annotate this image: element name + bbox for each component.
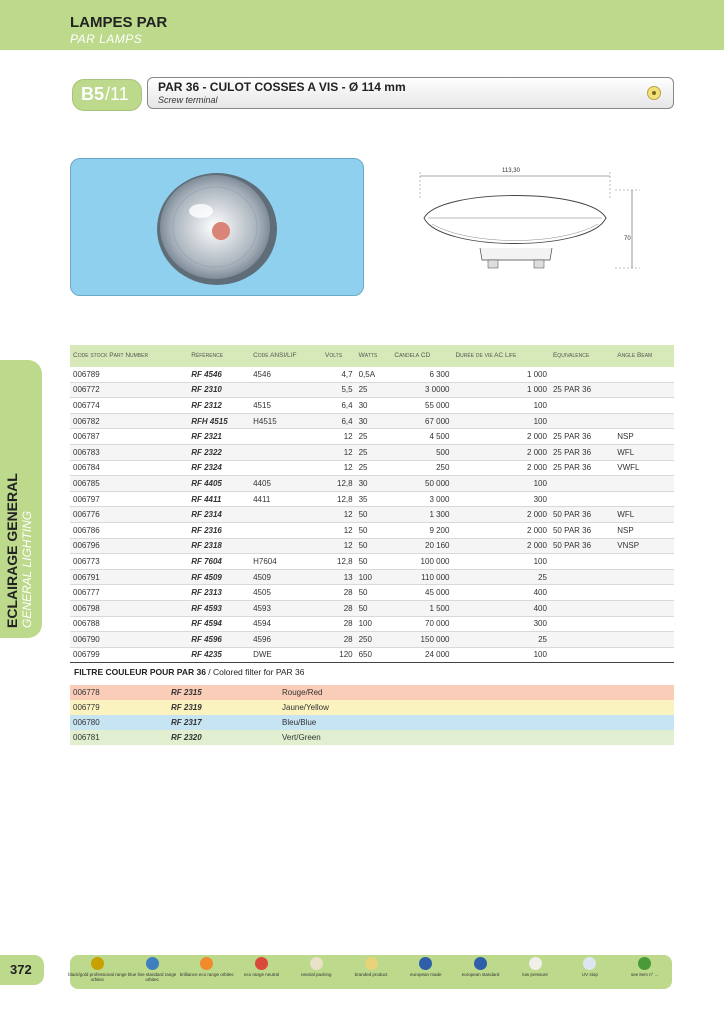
col-beam-angle-cell xyxy=(614,398,674,414)
col-ansi-code-cell xyxy=(250,522,322,538)
filter-row xyxy=(70,700,674,715)
legend-bar xyxy=(70,955,672,989)
col-equivalence-cell: 50 PAR 36 xyxy=(550,522,614,538)
col-watts-cell: 35 xyxy=(356,491,392,507)
col-ansi-code-cell: DWE xyxy=(250,647,322,663)
see-item-icon xyxy=(638,957,651,970)
filter-color-cell: Vert/Green xyxy=(282,733,321,742)
col-candela-cell: 9 200 xyxy=(391,522,452,538)
col-part-number-cell: 006777 xyxy=(70,585,188,601)
col-volts-cell: 120 xyxy=(322,647,356,663)
col-part-number-cell: 006785 xyxy=(70,476,188,492)
col-beam-angle-cell: NSP xyxy=(614,429,674,445)
table-row xyxy=(70,413,674,429)
filter-table xyxy=(70,685,674,745)
col-ansi-code-cell xyxy=(250,538,322,554)
col-equivalence-cell xyxy=(550,585,614,601)
col-equivalence-header: Equivalence xyxy=(550,345,614,367)
col-candela-cell: 110 000 xyxy=(391,569,452,585)
col-part-number-cell: 006782 xyxy=(70,413,188,429)
table-row xyxy=(70,476,674,492)
table-row xyxy=(70,429,674,445)
col-beam-angle-cell xyxy=(614,647,674,663)
col-volts-cell: 4,7 xyxy=(322,367,356,382)
col-beam-angle-cell xyxy=(614,367,674,382)
col-beam-angle-cell: WFL xyxy=(614,507,674,523)
european-made-icon xyxy=(419,957,432,970)
col-watts-cell: 50 xyxy=(356,522,392,538)
height-dimension-label: 70 xyxy=(624,236,631,242)
product-subtitle: Screw terminal xyxy=(158,95,218,105)
legend-item xyxy=(560,957,620,977)
col-beam-angle-cell xyxy=(614,585,674,601)
col-volts-cell: 6,4 xyxy=(322,413,356,429)
legend-label: european made xyxy=(409,972,442,977)
col-ansi-code-cell: 4593 xyxy=(250,600,322,616)
col-watts-cell: 25 xyxy=(356,429,392,445)
col-volts-cell: 12,8 xyxy=(322,476,356,492)
page-number-tab xyxy=(0,955,44,985)
col-volts-cell: 28 xyxy=(322,585,356,601)
col-reference-cell: RF 7604 xyxy=(188,554,250,570)
col-volts-cell: 12,8 xyxy=(322,554,356,570)
col-beam-angle-cell xyxy=(614,382,674,398)
col-watts-cell: 50 xyxy=(356,554,392,570)
col-watts-cell: 50 xyxy=(356,585,392,601)
filter-heading-title: FILTRE COULEUR POUR PAR 36 xyxy=(74,667,206,677)
col-ansi-code-cell: 4594 xyxy=(250,616,322,632)
table-row xyxy=(70,367,674,382)
col-volts-cell: 12,8 xyxy=(322,491,356,507)
col-watts-cell: 100 xyxy=(356,569,392,585)
col-life-cell: 400 xyxy=(452,600,550,616)
col-equivalence-cell xyxy=(550,569,614,585)
legend-label: see item n° ... xyxy=(630,972,659,977)
legend-item xyxy=(396,957,456,977)
col-part-number-cell: 006783 xyxy=(70,444,188,460)
col-equivalence-cell xyxy=(550,398,614,414)
col-reference-cell: RF 4546 xyxy=(188,367,250,382)
col-part-number-cell: 006784 xyxy=(70,460,188,476)
page-number: 372 xyxy=(10,962,32,977)
legend-item xyxy=(67,957,127,982)
table-row xyxy=(70,647,674,663)
col-equivalence-cell xyxy=(550,413,614,429)
col-equivalence-cell xyxy=(550,491,614,507)
legend-label: UV stop xyxy=(581,972,598,977)
col-candela-cell: 6 300 xyxy=(391,367,452,382)
col-part-number-cell: 006788 xyxy=(70,616,188,632)
col-beam-angle-cell: VNSP xyxy=(614,538,674,554)
col-candela-cell: 1 300 xyxy=(391,507,452,523)
legend-item xyxy=(341,957,401,977)
col-reference-cell: RF 2316 xyxy=(188,522,250,538)
col-beam-angle-cell xyxy=(614,554,674,570)
product-code-main: B5 xyxy=(81,84,105,104)
col-beam-angle-cell: NSP xyxy=(614,522,674,538)
legend-label: low pressure xyxy=(522,972,548,977)
col-volts-cell: 13 xyxy=(322,569,356,585)
col-equivalence-cell: 25 PAR 36 xyxy=(550,382,614,398)
filter-ref-cell: RF 2315 xyxy=(171,688,202,697)
col-part-number-cell: 006774 xyxy=(70,398,188,414)
filter-row xyxy=(70,730,674,745)
col-candela-cell: 45 000 xyxy=(391,585,452,601)
col-candela-cell: 250 xyxy=(391,460,452,476)
section-subtitle: GENERAL LIGHTING xyxy=(20,510,34,628)
col-watts-cell: 25 xyxy=(356,382,392,398)
legend-item xyxy=(505,957,565,977)
col-volts-cell: 6,4 xyxy=(322,398,356,414)
col-ansi-code-cell: 4405 xyxy=(250,476,322,492)
legend-item xyxy=(177,957,237,977)
col-volts-cell: 12 xyxy=(322,522,356,538)
col-candela-cell: 1 500 xyxy=(391,600,452,616)
col-beam-angle-cell: WFL xyxy=(614,444,674,460)
col-equivalence-cell xyxy=(550,600,614,616)
col-ansi-code-cell: 4515 xyxy=(250,398,322,414)
col-candela-cell: 67 000 xyxy=(391,413,452,429)
legend-item xyxy=(286,957,346,977)
filter-ref-cell: RF 2319 xyxy=(171,703,202,712)
col-ansi-code-cell xyxy=(250,444,322,460)
col-equivalence-cell xyxy=(550,476,614,492)
product-photo xyxy=(70,158,364,296)
col-candela-header: Candela CD xyxy=(391,345,452,367)
legend-item xyxy=(615,957,675,977)
lamp-symbol-icon xyxy=(647,86,661,100)
col-reference-cell: RF 2318 xyxy=(188,538,250,554)
col-watts-cell: 100 xyxy=(356,616,392,632)
col-part-number-cell: 006787 xyxy=(70,429,188,445)
branded-product-icon xyxy=(365,957,378,970)
eco-range-icon xyxy=(255,957,268,970)
col-equivalence-cell xyxy=(550,632,614,648)
col-life-cell: 2 000 xyxy=(452,538,550,554)
col-part-number-cell: 006791 xyxy=(70,569,188,585)
legend-label: blue line standard range orbitec xyxy=(127,972,177,982)
col-life-cell: 100 xyxy=(452,554,550,570)
col-life-cell: 100 xyxy=(452,647,550,663)
product-code-badge xyxy=(72,79,142,111)
legend-label: european standard xyxy=(461,972,500,977)
table-header-row xyxy=(70,345,674,367)
col-part-number-cell: 006773 xyxy=(70,554,188,570)
col-beam-angle-cell xyxy=(614,413,674,429)
table-row xyxy=(70,585,674,601)
table-row xyxy=(70,444,674,460)
filter-color-cell: Rouge/Red xyxy=(282,688,323,697)
col-equivalence-cell xyxy=(550,554,614,570)
section-side-tab xyxy=(0,360,42,638)
col-volts-cell: 28 xyxy=(322,616,356,632)
col-reference-cell: RF 4411 xyxy=(188,491,250,507)
col-part-number-cell: 006789 xyxy=(70,367,188,382)
col-volts-cell: 12 xyxy=(322,444,356,460)
col-part-number-cell: 006790 xyxy=(70,632,188,648)
col-volts-cell: 12 xyxy=(322,429,356,445)
col-equivalence-cell: 25 PAR 36 xyxy=(550,429,614,445)
filter-color-cell: Jaune/Yellow xyxy=(282,703,329,712)
table-row xyxy=(70,554,674,570)
filter-code-cell: 006780 xyxy=(73,718,100,727)
black-gold-icon xyxy=(91,957,104,970)
col-ansi-code-header: Code ANSI/LIF xyxy=(250,345,322,367)
legend-label: neutral packing xyxy=(301,972,332,977)
col-watts-cell: 30 xyxy=(356,413,392,429)
table-row xyxy=(70,460,674,476)
col-watts-cell: 50 xyxy=(356,507,392,523)
col-life-header: Durée de vie AC Life xyxy=(452,345,550,367)
col-ansi-code-cell: 4505 xyxy=(250,585,322,601)
col-equivalence-cell: 50 PAR 36 xyxy=(550,538,614,554)
blue-line-icon xyxy=(146,957,159,970)
filter-heading-subtitle: / Colored filter for PAR 36 xyxy=(208,667,305,677)
filter-row xyxy=(70,715,674,730)
col-reference-cell: RF 4235 xyxy=(188,647,250,663)
col-watts-cell: 250 xyxy=(356,632,392,648)
col-reference-cell: RF 2312 xyxy=(188,398,250,414)
col-candela-cell: 4 500 xyxy=(391,429,452,445)
col-equivalence-cell xyxy=(550,367,614,382)
table-row xyxy=(70,522,674,538)
col-ansi-code-cell xyxy=(250,382,322,398)
col-equivalence-cell: 25 PAR 36 xyxy=(550,460,614,476)
col-life-cell: 100 xyxy=(452,476,550,492)
col-watts-cell: 50 xyxy=(356,600,392,616)
col-beam-angle-cell xyxy=(614,632,674,648)
legend-label: black/gold professional range orbitec xyxy=(68,972,127,982)
col-reference-cell: RF 4405 xyxy=(188,476,250,492)
col-life-cell: 100 xyxy=(452,398,550,414)
col-life-cell: 2 000 xyxy=(452,460,550,476)
filter-code-cell: 006779 xyxy=(73,703,100,712)
col-equivalence-cell: 25 PAR 36 xyxy=(550,444,614,460)
legend-label: brilliance eco range orbitec xyxy=(179,972,234,977)
col-beam-angle-cell xyxy=(614,569,674,585)
col-beam-angle-header: Angle Beam xyxy=(614,345,674,367)
col-equivalence-cell xyxy=(550,616,614,632)
col-candela-cell: 150 000 xyxy=(391,632,452,648)
col-reference-cell: RF 4509 xyxy=(188,569,250,585)
european-standard-icon xyxy=(474,957,487,970)
col-part-number-cell: 006772 xyxy=(70,382,188,398)
col-volts-header: Volts xyxy=(322,345,356,367)
col-reference-cell: RF 4594 xyxy=(188,616,250,632)
col-life-cell: 300 xyxy=(452,491,550,507)
col-reference-cell: RF 4593 xyxy=(188,600,250,616)
col-life-cell: 25 xyxy=(452,632,550,648)
col-ansi-code-cell xyxy=(250,460,322,476)
legend-item xyxy=(232,957,292,977)
table-row xyxy=(70,616,674,632)
col-volts-cell: 12 xyxy=(322,538,356,554)
col-life-cell: 2 000 xyxy=(452,429,550,445)
legend-label: eco range neutral xyxy=(244,972,280,977)
par36-lamp-photo xyxy=(71,159,363,295)
low-pressure-icon xyxy=(529,957,542,970)
col-candela-cell: 3 0000 xyxy=(391,382,452,398)
col-beam-angle-cell xyxy=(614,600,674,616)
filter-heading xyxy=(74,667,305,677)
col-watts-cell: 25 xyxy=(356,444,392,460)
filter-row xyxy=(70,685,674,700)
product-title-box xyxy=(147,77,674,109)
col-candela-cell: 55 000 xyxy=(391,398,452,414)
col-watts-cell: 25 xyxy=(356,460,392,476)
col-volts-cell: 28 xyxy=(322,600,356,616)
brilliance-icon xyxy=(200,957,213,970)
col-volts-cell: 12 xyxy=(322,460,356,476)
col-part-number-cell: 006799 xyxy=(70,647,188,663)
specifications-table xyxy=(70,345,674,663)
col-part-number-cell: 006776 xyxy=(70,507,188,523)
table-row xyxy=(70,507,674,523)
col-candela-cell: 24 000 xyxy=(391,647,452,663)
col-candela-cell: 20 160 xyxy=(391,538,452,554)
col-part-number-cell: 006797 xyxy=(70,491,188,507)
filter-ref-cell: RF 2320 xyxy=(171,733,202,742)
page-subtitle: PAR LAMPS xyxy=(70,32,143,46)
col-life-cell: 300 xyxy=(452,616,550,632)
col-beam-angle-cell xyxy=(614,616,674,632)
table-row xyxy=(70,569,674,585)
table-row xyxy=(70,398,674,414)
table-row xyxy=(70,491,674,507)
product-title: PAR 36 - CULOT COSSES A VIS - Ø 114 mm xyxy=(158,80,406,94)
col-volts-cell: 28 xyxy=(322,632,356,648)
page-title: LAMPES PAR xyxy=(70,14,168,31)
col-life-cell: 100 xyxy=(452,413,550,429)
legend-item xyxy=(122,957,182,982)
col-ansi-code-cell: H7604 xyxy=(250,554,322,570)
col-life-cell: 2 000 xyxy=(452,444,550,460)
col-reference-cell: RF 2321 xyxy=(188,429,250,445)
col-ansi-code-cell xyxy=(250,507,322,523)
col-life-cell: 2 000 xyxy=(452,507,550,523)
filter-code-cell: 006778 xyxy=(73,688,100,697)
col-candela-cell: 3 000 xyxy=(391,491,452,507)
col-reference-cell: RF 2314 xyxy=(188,507,250,523)
col-reference-cell: RF 2310 xyxy=(188,382,250,398)
lamp-profile-drawing xyxy=(410,160,660,300)
col-candela-cell: 50 000 xyxy=(391,476,452,492)
legend-item xyxy=(450,957,510,977)
col-ansi-code-cell: 4546 xyxy=(250,367,322,382)
col-beam-angle-cell: VWFL xyxy=(614,460,674,476)
col-ansi-code-cell xyxy=(250,429,322,445)
col-candela-cell: 70 000 xyxy=(391,616,452,632)
table-row xyxy=(70,382,674,398)
col-reference-cell: RFH 4515 xyxy=(188,413,250,429)
col-life-cell: 400 xyxy=(452,585,550,601)
col-equivalence-cell: 50 PAR 36 xyxy=(550,507,614,523)
col-life-cell: 1 000 xyxy=(452,382,550,398)
col-part-number-cell: 006796 xyxy=(70,538,188,554)
col-ansi-code-cell: 4596 xyxy=(250,632,322,648)
filter-ref-cell: RF 2317 xyxy=(171,718,202,727)
col-part-number-header: Code stock Part Number xyxy=(70,345,188,367)
col-ansi-code-cell: H4515 xyxy=(250,413,322,429)
col-reference-cell: RF 2313 xyxy=(188,585,250,601)
page-header xyxy=(0,0,724,50)
width-dimension-label: 113,30 xyxy=(502,168,520,174)
col-watts-cell: 50 xyxy=(356,538,392,554)
col-life-cell: 1 000 xyxy=(452,367,550,382)
col-watts-cell: 30 xyxy=(356,398,392,414)
neutral-packing-icon xyxy=(310,957,323,970)
col-reference-cell: RF 2322 xyxy=(188,444,250,460)
col-ansi-code-cell: 4509 xyxy=(250,569,322,585)
table-row xyxy=(70,600,674,616)
col-beam-angle-cell xyxy=(614,491,674,507)
col-watts-header: Watts xyxy=(356,345,392,367)
col-volts-cell: 5,5 xyxy=(322,382,356,398)
col-candela-cell: 100 000 xyxy=(391,554,452,570)
legend-label: branded product xyxy=(354,972,388,977)
col-volts-cell: 12 xyxy=(322,507,356,523)
col-part-number-cell: 006786 xyxy=(70,522,188,538)
col-reference-cell: RF 4596 xyxy=(188,632,250,648)
col-life-cell: 2 000 xyxy=(452,522,550,538)
col-watts-cell: 30 xyxy=(356,476,392,492)
table-body xyxy=(70,367,674,663)
uv-stop-icon xyxy=(583,957,596,970)
col-candela-cell: 500 xyxy=(391,444,452,460)
filter-table-body xyxy=(70,685,674,745)
table-row xyxy=(70,538,674,554)
col-ansi-code-cell: 4411 xyxy=(250,491,322,507)
filter-code-cell: 006781 xyxy=(73,733,100,742)
dimension-drawing xyxy=(410,160,660,300)
col-equivalence-cell xyxy=(550,647,614,663)
col-watts-cell: 650 xyxy=(356,647,392,663)
col-reference-header: Référence xyxy=(188,345,250,367)
col-life-cell: 25 xyxy=(452,569,550,585)
col-beam-angle-cell xyxy=(614,476,674,492)
filter-color-cell: Bleu/Blue xyxy=(282,718,317,727)
col-watts-cell: 0,5A xyxy=(356,367,392,382)
table-row xyxy=(70,632,674,648)
product-code-sub: /11 xyxy=(105,84,129,104)
col-reference-cell: RF 2324 xyxy=(188,460,250,476)
col-part-number-cell: 006798 xyxy=(70,600,188,616)
section-title: ECLAIRAGE GENERAL xyxy=(4,473,20,628)
